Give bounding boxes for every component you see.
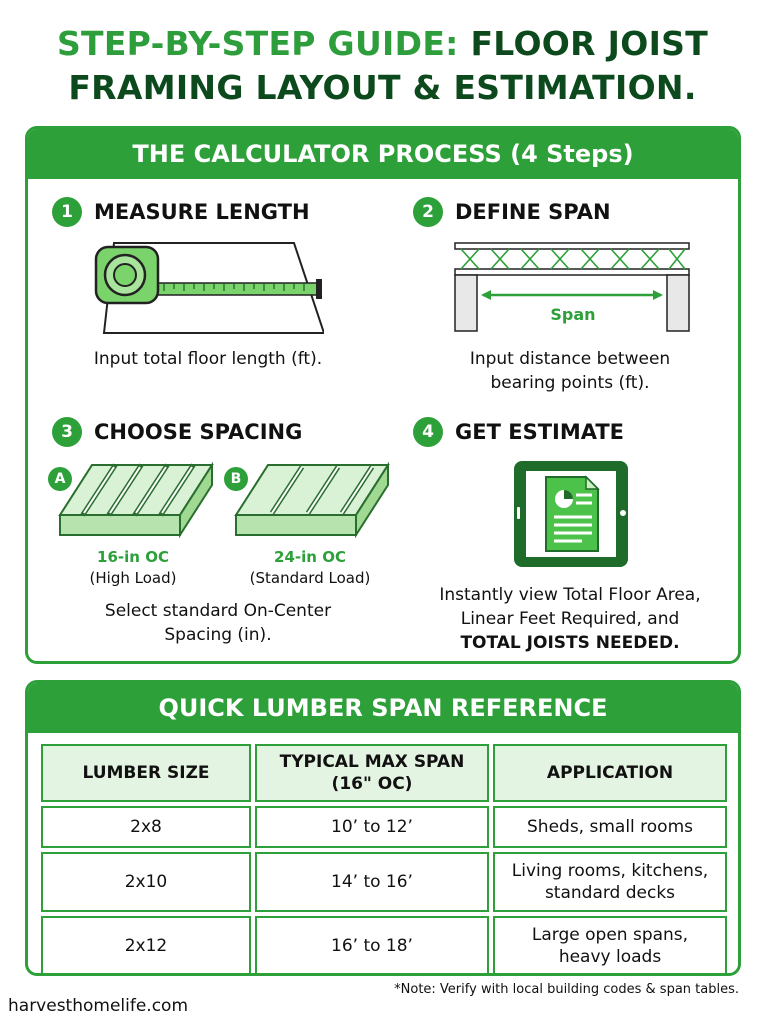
option-a-load: (High Load) [89, 569, 177, 587]
title-line-2: FRAMING LAYOUT & ESTIMATION. [68, 68, 697, 107]
cell-application [493, 806, 727, 848]
step-1-title [52, 197, 310, 227]
step-2-caption-line-2: bearing points (ft). [490, 373, 650, 393]
step-2-number: 2 [413, 197, 443, 227]
step-1-label: MEASURE LENGTH [94, 200, 310, 224]
column-header: APPLICATION [493, 744, 727, 802]
step-3-label: CHOOSE SPACING [94, 420, 303, 444]
cell-span: 10’ to 12’ [255, 806, 489, 848]
table-row [41, 806, 727, 848]
step-3-caption-line-2: Spacing (in). [164, 625, 272, 645]
span-label: Span [550, 305, 596, 324]
step-1-caption: Input total floor length (ft). [93, 349, 323, 369]
option-b-badge: B [224, 467, 248, 491]
site-url[interactable]: harvesthomelife.com [8, 996, 189, 1016]
cell-application-line-1: Sheds, small rooms [527, 817, 693, 837]
cell-size: 2x10 [41, 852, 251, 912]
table-header-row [41, 744, 727, 802]
option-b-load: (Standard Load) [249, 569, 371, 587]
tape-measure-icon [94, 241, 324, 341]
footer-note: *Note: Verify with local building codes & span tables. [394, 982, 739, 997]
column-header-line-2: (16" OC) [331, 774, 413, 794]
step-1-number: 1 [52, 197, 82, 227]
cell-application-line-1: Large open spans, [531, 925, 689, 945]
step-2-caption [400, 347, 740, 395]
step-4-caption-line-1: Instantly view Total Floor Area, [439, 585, 701, 605]
step-4-caption [400, 583, 740, 655]
option-b-label [224, 547, 396, 589]
title-part-b: FLOOR JOIST [470, 24, 709, 63]
lumber-span-reference-panel [25, 680, 741, 976]
step-4-label: GET ESTIMATE [455, 420, 625, 444]
cell-application-line-2: heavy loads [558, 947, 662, 967]
span-table [37, 740, 731, 976]
column-header: LUMBER SIZE [41, 744, 251, 802]
cell-application-line-1: Living rooms, kitchens, [511, 861, 709, 881]
cell-span: 16’ to 18’ [255, 916, 489, 976]
cell-application [493, 852, 727, 912]
option-b-oc: 24-in OC [274, 548, 346, 566]
calculator-heading: THE CALCULATOR PROCESS (4 Steps) [28, 129, 738, 179]
step-4-caption-line-3: TOTAL JOISTS NEEDED. [460, 633, 680, 653]
tablet-report-icon [512, 459, 630, 569]
calculator-process-panel [25, 126, 741, 664]
step-3-number: 3 [52, 417, 82, 447]
step-3-caption [38, 599, 398, 647]
option-a-badge: A [48, 467, 72, 491]
table-row [41, 852, 727, 912]
step-4-title [413, 417, 624, 447]
column-header-line-1: TYPICAL MAX SPAN [279, 752, 465, 772]
step-3-title [52, 417, 302, 447]
option-a-oc: 16-in OC [97, 548, 169, 566]
cell-span: 14’ to 16’ [255, 852, 489, 912]
joist-frame-icon [224, 461, 394, 545]
step-2-label: DEFINE SPAN [455, 200, 611, 224]
page-title [0, 22, 765, 110]
step-2-caption-line-1: Input distance between [469, 349, 671, 369]
step-2-title [413, 197, 611, 227]
cell-application [493, 916, 727, 976]
column-header [255, 744, 489, 802]
cell-application-line-2: standard decks [544, 883, 676, 903]
step-3-caption-line-1: Select standard On-Center [104, 601, 332, 621]
table-row [41, 916, 727, 976]
cell-size: 2x12 [41, 916, 251, 976]
reference-heading: QUICK LUMBER SPAN REFERENCE [28, 683, 738, 733]
title-part-a: STEP-BY-STEP GUIDE: [56, 24, 459, 63]
joist-frame-icon [48, 461, 218, 545]
step-4-number: 4 [413, 417, 443, 447]
step-4-caption-line-2: Linear Feet Required, and [460, 609, 680, 629]
option-a-label [58, 547, 208, 589]
cell-size: 2x8 [41, 806, 251, 848]
